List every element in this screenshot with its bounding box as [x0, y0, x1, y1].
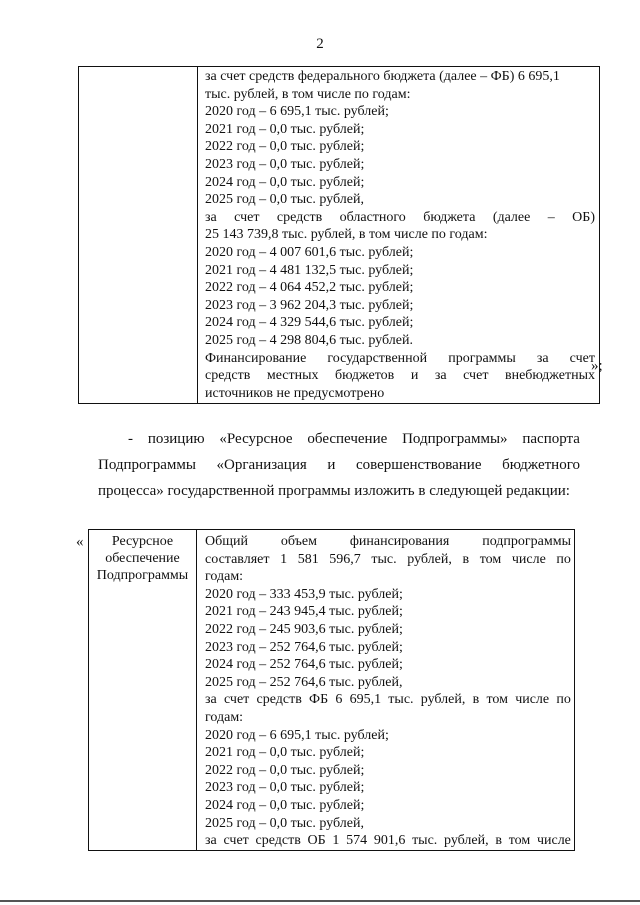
text-line: 2022 год – 245 903,6 тыс. рублей; — [205, 621, 403, 637]
text-line: 2020 год – 333 453,9 тыс. рублей; — [205, 586, 403, 602]
paragraph-line-3: процесса» государственной программы изложить в следующей редакции: — [98, 483, 570, 499]
text-line: 2022 год – 0,0 тыс. рублей; — [205, 762, 365, 778]
text-line: 2023 год – 0,0 тыс. рублей; — [205, 156, 365, 172]
text-line: 2024 год – 0,0 тыс. рублей; — [205, 174, 365, 190]
text-line: источников не предусмотрено — [205, 385, 385, 401]
closing-quote-mark: »; — [591, 358, 603, 374]
text-line: 2021 год – 0,0 тыс. рублей; — [205, 745, 365, 761]
resource-table-continued — [78, 66, 600, 404]
resource-label-line: Ресурсное — [111, 534, 174, 549]
text-line: тыс. рублей, в том числе по годам: — [205, 86, 411, 102]
text-line: 2024 год – 252 764,6 тыс. рублей; — [205, 657, 403, 673]
text-line: 25 143 739,8 тыс. рублей, в том числе по годам: — [205, 227, 488, 243]
page-bottom-edge — [0, 900, 640, 902]
opening-quote-mark: « — [76, 534, 84, 550]
text-line: за счет средств ОБ 1 574 901,6 тыс. рублей, в том числе — [205, 833, 571, 849]
text-line: за счет средств федерального бюджета (далее – ФБ) 6 695,1 — [205, 69, 560, 84]
table2-left-cell — [89, 530, 197, 851]
text-line: Финансирование государственной программы за счет — [205, 350, 595, 366]
text-line: 2024 год – 4 329 544,6 тыс. рублей; — [205, 315, 414, 331]
text-line: 2023 год – 3 962 204,3 тыс. рублей; — [205, 297, 414, 313]
resource-label-line: Подпрограммы — [96, 568, 189, 583]
text-line: за счет средств областного бюджета (далее – ОБ) — [205, 209, 595, 225]
text-line: средств местных бюджетов и за счет внебюджетных — [205, 368, 595, 384]
resource-table-subprogram — [88, 529, 575, 851]
text-line: 2024 год – 0,0 тыс. рублей; — [205, 797, 365, 813]
text-line: 2025 год – 4 298 804,6 тыс. рублей. — [205, 332, 413, 348]
text-line: 2021 год – 4 481 132,5 тыс. рублей; — [205, 262, 414, 278]
text-line: 2022 год – 4 064 452,2 тыс. рублей; — [205, 280, 414, 296]
paragraph-line-1: - позицию «Ресурсное обеспечение Подпрограммы» паспорта — [128, 431, 580, 447]
table1-right-cell — [198, 67, 600, 404]
text-line: 2022 год – 0,0 тыс. рублей; — [205, 139, 365, 155]
text-line: 2021 год – 243 945,4 тыс. рублей; — [205, 604, 403, 620]
resource-label-line: обеспечение — [105, 551, 180, 566]
table2-right-cell — [197, 530, 575, 851]
text-line: 2025 год – 252 764,6 тыс. рублей, — [205, 674, 403, 690]
text-line: 2025 год – 0,0 тыс. рублей, — [205, 815, 364, 831]
page-number: 2 — [316, 36, 324, 52]
text-line: составляет 1 581 596,7 тыс. рублей, в том числе по — [205, 551, 571, 567]
text-line: 2023 год – 0,0 тыс. рублей; — [205, 780, 365, 796]
text-line: 2025 год – 0,0 тыс. рублей, — [205, 192, 364, 208]
text-line: за счет средств ФБ 6 695,1 тыс. рублей, в том числе по — [205, 692, 571, 708]
paragraph-line-2: Подпрограммы «Организация и совершенствование бюджетного — [98, 457, 580, 473]
text-line: 2021 год – 0,0 тыс. рублей; — [205, 121, 365, 137]
text-line: 2023 год – 252 764,6 тыс. рублей; — [205, 639, 403, 655]
text-line: годам: — [205, 709, 244, 725]
text-line: 2020 год – 4 007 601,6 тыс. рублей; — [205, 244, 414, 260]
text-line: годам: — [205, 569, 244, 585]
table1-left-cell — [79, 67, 198, 404]
text-line: 2020 год – 6 695,1 тыс. рублей; — [205, 727, 389, 743]
text-line: 2020 год – 6 695,1 тыс. рублей; — [205, 104, 389, 120]
text-line: Общий объем финансирования подпрограммы — [205, 534, 571, 549]
